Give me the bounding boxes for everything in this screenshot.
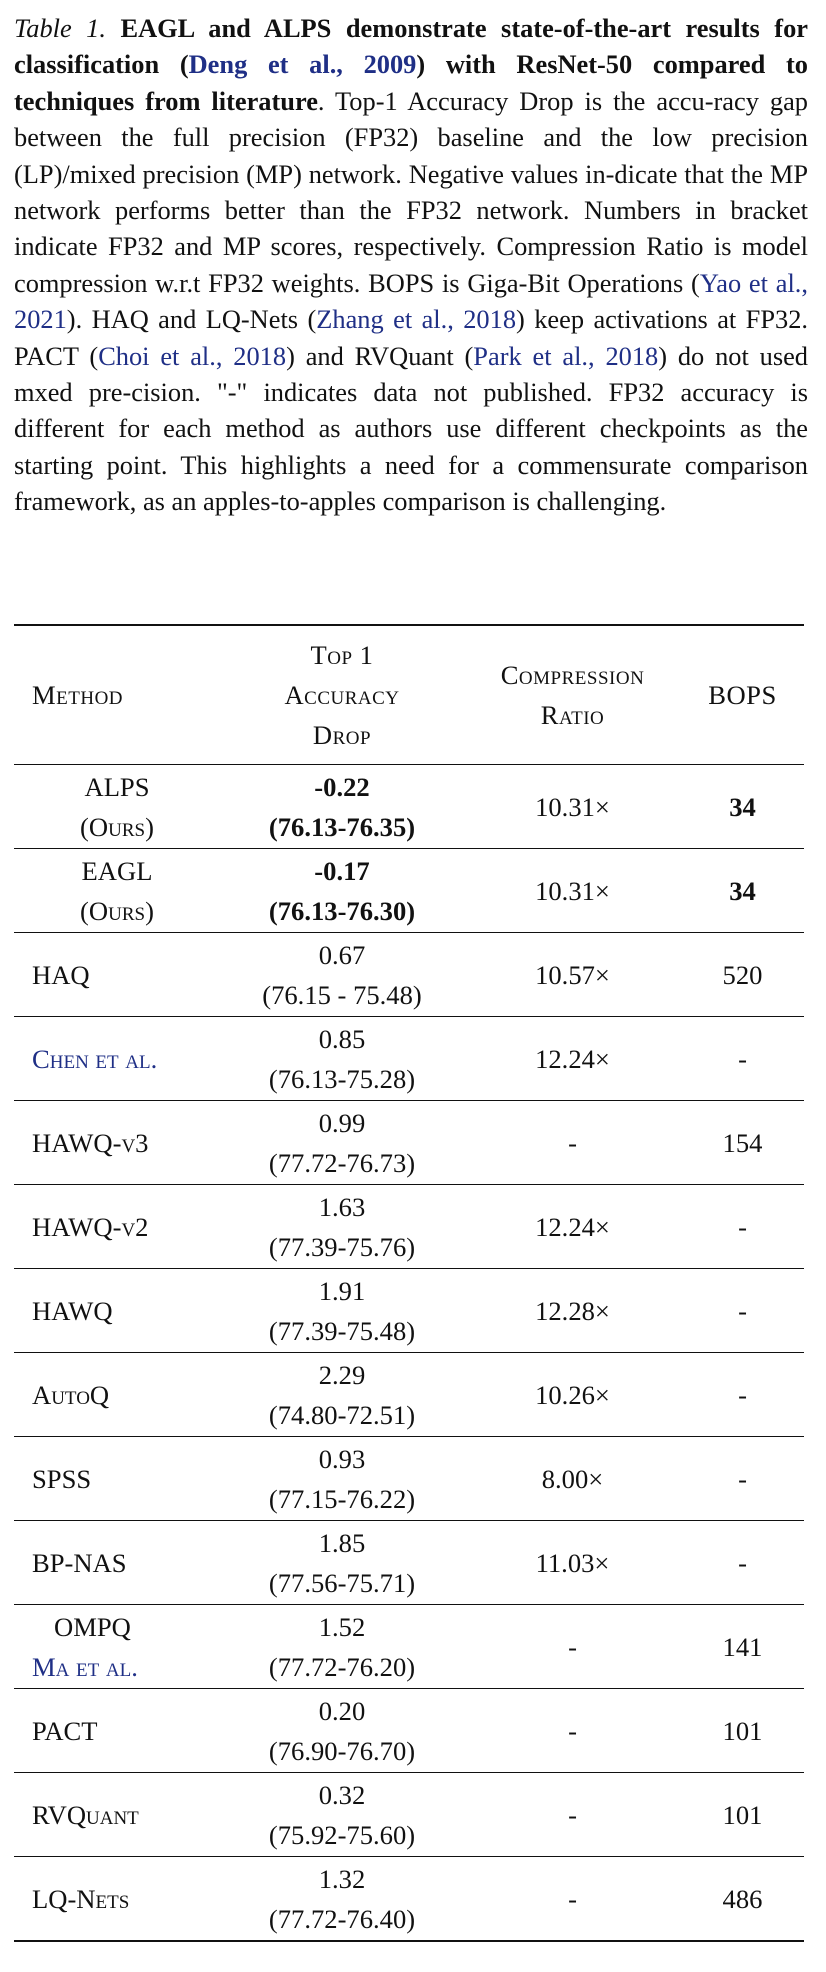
caption-body-1: . Top-1 Accuracy Drop is the accu-racy gap between the full precision (FP32) baseline and the low precision (LP)/mixed precision (MP) network. Negative values in-dicate that the MP network performs better than the FP32 network. Numbers in bracket indicate FP32 and MP scores, respectively. Compression Ratio is model compression w.r.t FP32 weights. BOPS is Giga-Bit Operations ( <box>14 85 808 298</box>
header-acc-line-2: Accuracy <box>284 680 400 710</box>
bops-cell: - <box>738 1463 747 1494</box>
table-row <box>14 1437 804 1521</box>
method-cell: HAWQ-v3 <box>32 1127 149 1158</box>
bops-cell: 486 <box>722 1883 763 1914</box>
table-row <box>14 1101 804 1185</box>
bops-cell: - <box>738 1295 747 1326</box>
table-row <box>14 765 804 849</box>
accuracy-cell <box>220 1101 464 1185</box>
accuracy-range: (76.13-76.30) <box>268 895 416 926</box>
table-row <box>14 1521 804 1605</box>
header-cr-line-2: Ratio <box>540 700 605 730</box>
table-row <box>14 1857 804 1942</box>
caption-bold-1: EAGL and ALPS demonstrate state-of-the-art results for classification ( <box>14 13 808 80</box>
accuracy-drop: 0.85 <box>318 1023 366 1054</box>
method-cell <box>14 849 220 933</box>
accuracy-cell <box>220 765 464 849</box>
accuracy-cell <box>220 1269 464 1353</box>
table-row <box>14 1689 804 1773</box>
caption-body-4: ) and RVQuant ( <box>286 340 474 371</box>
citation-zhang-2018[interactable]: Zhang et al., 2018 <box>316 304 517 335</box>
accuracy-cell <box>220 1689 464 1773</box>
citation-yao-2021[interactable]: Yao et al., 2021 <box>14 267 808 335</box>
results-table <box>14 624 804 1942</box>
accuracy-range: (76.15 - 75.48) <box>262 979 422 1010</box>
caption-body-3: ) keep activations at FP32. PACT ( <box>14 304 809 371</box>
compression-cell: 10.26× <box>535 1379 610 1410</box>
accuracy-drop: -0.17 <box>314 855 370 886</box>
compression-cell: 10.31× <box>535 791 610 822</box>
method-cell: LQ-Nets <box>32 1883 130 1914</box>
accuracy-range: (77.72-76.20) <box>268 1651 416 1682</box>
method-cell-citation[interactable]: Chen et al. <box>32 1043 158 1074</box>
accuracy-drop: 0.67 <box>318 939 366 970</box>
table-row <box>14 1185 804 1269</box>
compression-cell: 8.00× <box>541 1463 604 1494</box>
header-bops: BOPS <box>708 680 777 710</box>
header-acc-line-3: Drop <box>312 720 372 750</box>
accuracy-range: (75.92-75.60) <box>268 1819 416 1850</box>
compression-cell: - <box>568 1715 577 1746</box>
bops-cell: 34 <box>729 791 756 822</box>
method-cell: BP-NAS <box>32 1547 127 1578</box>
header-cr-line-1: Compression <box>500 660 645 690</box>
caption-body-5: ) do not used mxed pre-cision. "-" indicates data not published. FP32 accuracy is different for each method as authors use different checkpoints as the starting point. This highlights a need for a commensurate comparison framework, as an apples-to-apples comparison is challenging. <box>14 340 808 517</box>
compression-cell: 11.03× <box>535 1547 610 1578</box>
bops-cell: - <box>738 1043 747 1074</box>
accuracy-range: (76.13-76.35) <box>268 811 416 842</box>
compression-cell: 12.24× <box>535 1043 610 1074</box>
accuracy-drop: 1.91 <box>318 1275 366 1306</box>
method-citation[interactable]: Ma et al. <box>32 1651 138 1682</box>
accuracy-drop: 2.29 <box>318 1359 366 1390</box>
accuracy-range: (77.39-75.48) <box>268 1315 416 1346</box>
compression-cell: 10.57× <box>535 959 610 990</box>
method-cell: AutoQ <box>32 1379 110 1410</box>
accuracy-drop: 1.32 <box>318 1863 366 1894</box>
accuracy-cell <box>220 1857 464 1942</box>
accuracy-cell <box>220 1605 464 1689</box>
accuracy-drop: 1.63 <box>318 1191 366 1222</box>
method-cell: PACT <box>32 1715 98 1746</box>
accuracy-range: (77.15-76.22) <box>268 1483 416 1514</box>
caption-label: Table 1. <box>14 13 106 43</box>
accuracy-range: (77.56-75.71) <box>268 1567 416 1598</box>
compression-cell: 12.28× <box>535 1295 610 1326</box>
method-cell <box>14 765 220 849</box>
method-name: OMPQ <box>54 1611 131 1642</box>
table-row <box>14 933 804 1017</box>
accuracy-cell <box>220 1773 464 1857</box>
caption-body-2: ). HAQ and LQ-Nets ( <box>66 304 317 335</box>
method-name: EAGL <box>81 855 153 886</box>
compression-cell: - <box>568 1883 577 1914</box>
citation-park-2018[interactable]: Park et al., 2018 <box>473 340 659 371</box>
table-header-row <box>14 625 804 765</box>
method-cell: HAWQ-v2 <box>32 1211 149 1242</box>
accuracy-cell <box>220 1521 464 1605</box>
accuracy-drop: 0.32 <box>318 1779 366 1810</box>
accuracy-cell <box>220 933 464 1017</box>
accuracy-range: (77.72-76.40) <box>268 1903 416 1934</box>
accuracy-cell <box>220 849 464 933</box>
bops-cell: 154 <box>722 1127 763 1158</box>
method-cell: SPSS <box>32 1463 92 1494</box>
table-row <box>14 1773 804 1857</box>
compression-cell: 12.24× <box>535 1211 610 1242</box>
bops-cell: 141 <box>722 1631 763 1662</box>
header-method: Method <box>32 680 124 710</box>
method-cell: HAQ <box>32 959 90 990</box>
citation-choi-2018[interactable]: Choi et al., 2018 <box>98 340 287 371</box>
bops-cell: 101 <box>722 1799 763 1830</box>
citation-deng-2009[interactable]: Deng et al., 2009 <box>188 49 417 80</box>
bops-cell: - <box>738 1547 747 1578</box>
table-row <box>14 849 804 933</box>
compression-cell: - <box>568 1127 577 1158</box>
compression-cell: - <box>568 1631 577 1662</box>
accuracy-range: (74.80-72.51) <box>268 1399 416 1430</box>
table-row <box>14 1605 804 1689</box>
accuracy-range: (77.72-76.73) <box>268 1147 416 1178</box>
accuracy-drop: 0.93 <box>318 1443 366 1474</box>
accuracy-cell <box>220 1185 464 1269</box>
table-row <box>14 1353 804 1437</box>
table-row <box>14 1269 804 1353</box>
table-caption <box>14 10 808 520</box>
accuracy-drop: 1.52 <box>318 1611 366 1642</box>
accuracy-drop: 1.85 <box>318 1527 366 1558</box>
method-cell: HAWQ <box>32 1295 113 1326</box>
accuracy-range: (76.90-76.70) <box>268 1735 416 1766</box>
bops-cell: 101 <box>722 1715 763 1746</box>
bops-cell: 520 <box>722 959 763 990</box>
accuracy-cell <box>220 1437 464 1521</box>
compression-cell: 10.31× <box>535 875 610 906</box>
bops-cell: 34 <box>729 875 756 906</box>
accuracy-drop: 0.99 <box>318 1107 366 1138</box>
method-note: (Ours) <box>80 895 154 926</box>
caption-bold-2: ) with ResNet-50 compared to techniques from literature <box>14 49 808 116</box>
header-acc-line-1: Top 1 <box>310 640 374 670</box>
accuracy-drop: -0.22 <box>314 771 370 802</box>
bops-cell: - <box>738 1211 747 1242</box>
accuracy-range: (76.13-75.28) <box>268 1063 416 1094</box>
header-compression-ratio <box>464 625 681 765</box>
bops-cell: - <box>738 1379 747 1410</box>
method-note: (Ours) <box>80 811 154 842</box>
method-cell: RVQuant <box>32 1799 139 1830</box>
accuracy-cell <box>220 1353 464 1437</box>
method-cell <box>14 1605 220 1689</box>
accuracy-cell <box>220 1017 464 1101</box>
header-top1-accuracy-drop <box>220 625 464 765</box>
table-row <box>14 1017 804 1101</box>
method-name: ALPS <box>84 771 150 802</box>
compression-cell: - <box>568 1799 577 1830</box>
accuracy-drop: 0.20 <box>318 1695 366 1726</box>
accuracy-range: (77.39-75.76) <box>268 1231 416 1262</box>
